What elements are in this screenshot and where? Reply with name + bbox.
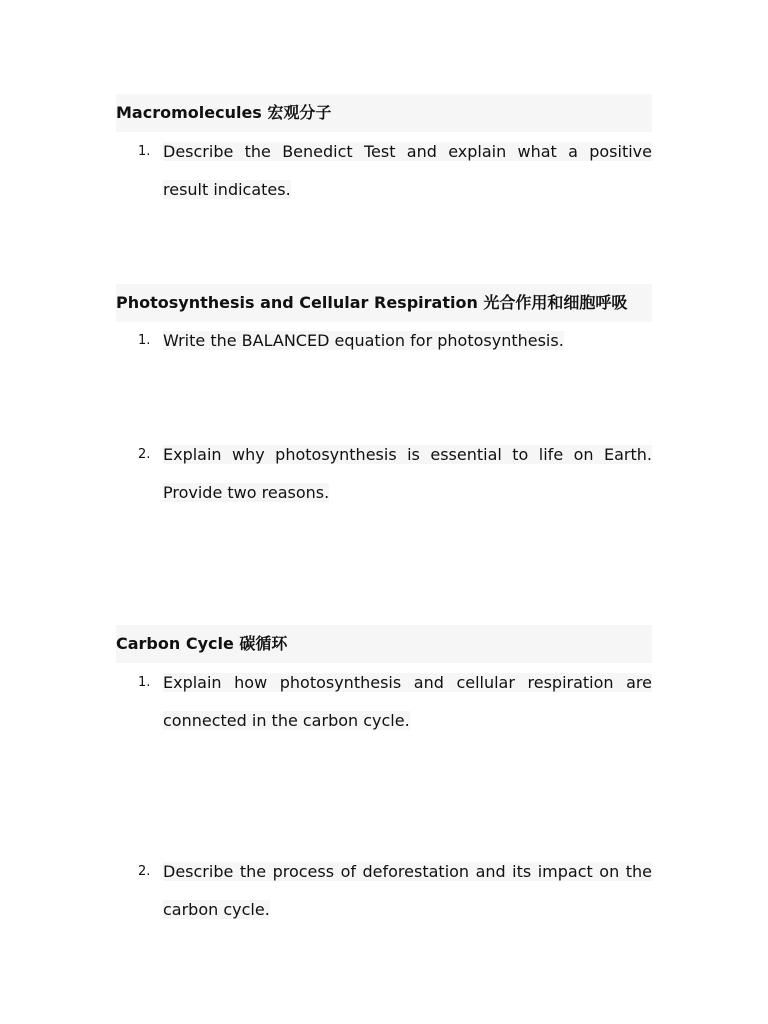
question-macromolecules-1 xyxy=(116,133,652,209)
question-number: 1. xyxy=(138,333,151,348)
section-heading-macromolecules: Macromolecules 宏观分子 xyxy=(116,94,652,132)
question-text: Describe the Benedict Test and explain what a positive result indicates. xyxy=(163,142,652,199)
section-heading-carbon-cycle: Carbon Cycle 碳循环 xyxy=(116,625,652,663)
question-photosynthesis-1 xyxy=(116,322,652,360)
question-number: 2. xyxy=(138,447,151,462)
question-number: 2. xyxy=(138,864,151,879)
question-carbon-cycle-2 xyxy=(116,853,652,929)
question-text: Explain how photosynthesis and cellular respiration are connected in the carbon cycle. xyxy=(163,673,652,730)
section-heading-photosynthesis: Photosynthesis and Cellular Respiration 光合作用和细胞呼吸 xyxy=(116,284,652,322)
question-number: 1. xyxy=(138,675,151,690)
question-photosynthesis-2 xyxy=(116,436,652,512)
question-text: Describe the process of deforestation and its impact on the carbon cycle. xyxy=(163,862,652,919)
question-carbon-cycle-1 xyxy=(116,664,652,740)
question-text: Write the BALANCED equation for photosynthesis. xyxy=(163,331,564,350)
question-number: 1. xyxy=(138,144,151,159)
question-text: Explain why photosynthesis is essential to life on Earth. Provide two reasons. xyxy=(163,445,652,502)
